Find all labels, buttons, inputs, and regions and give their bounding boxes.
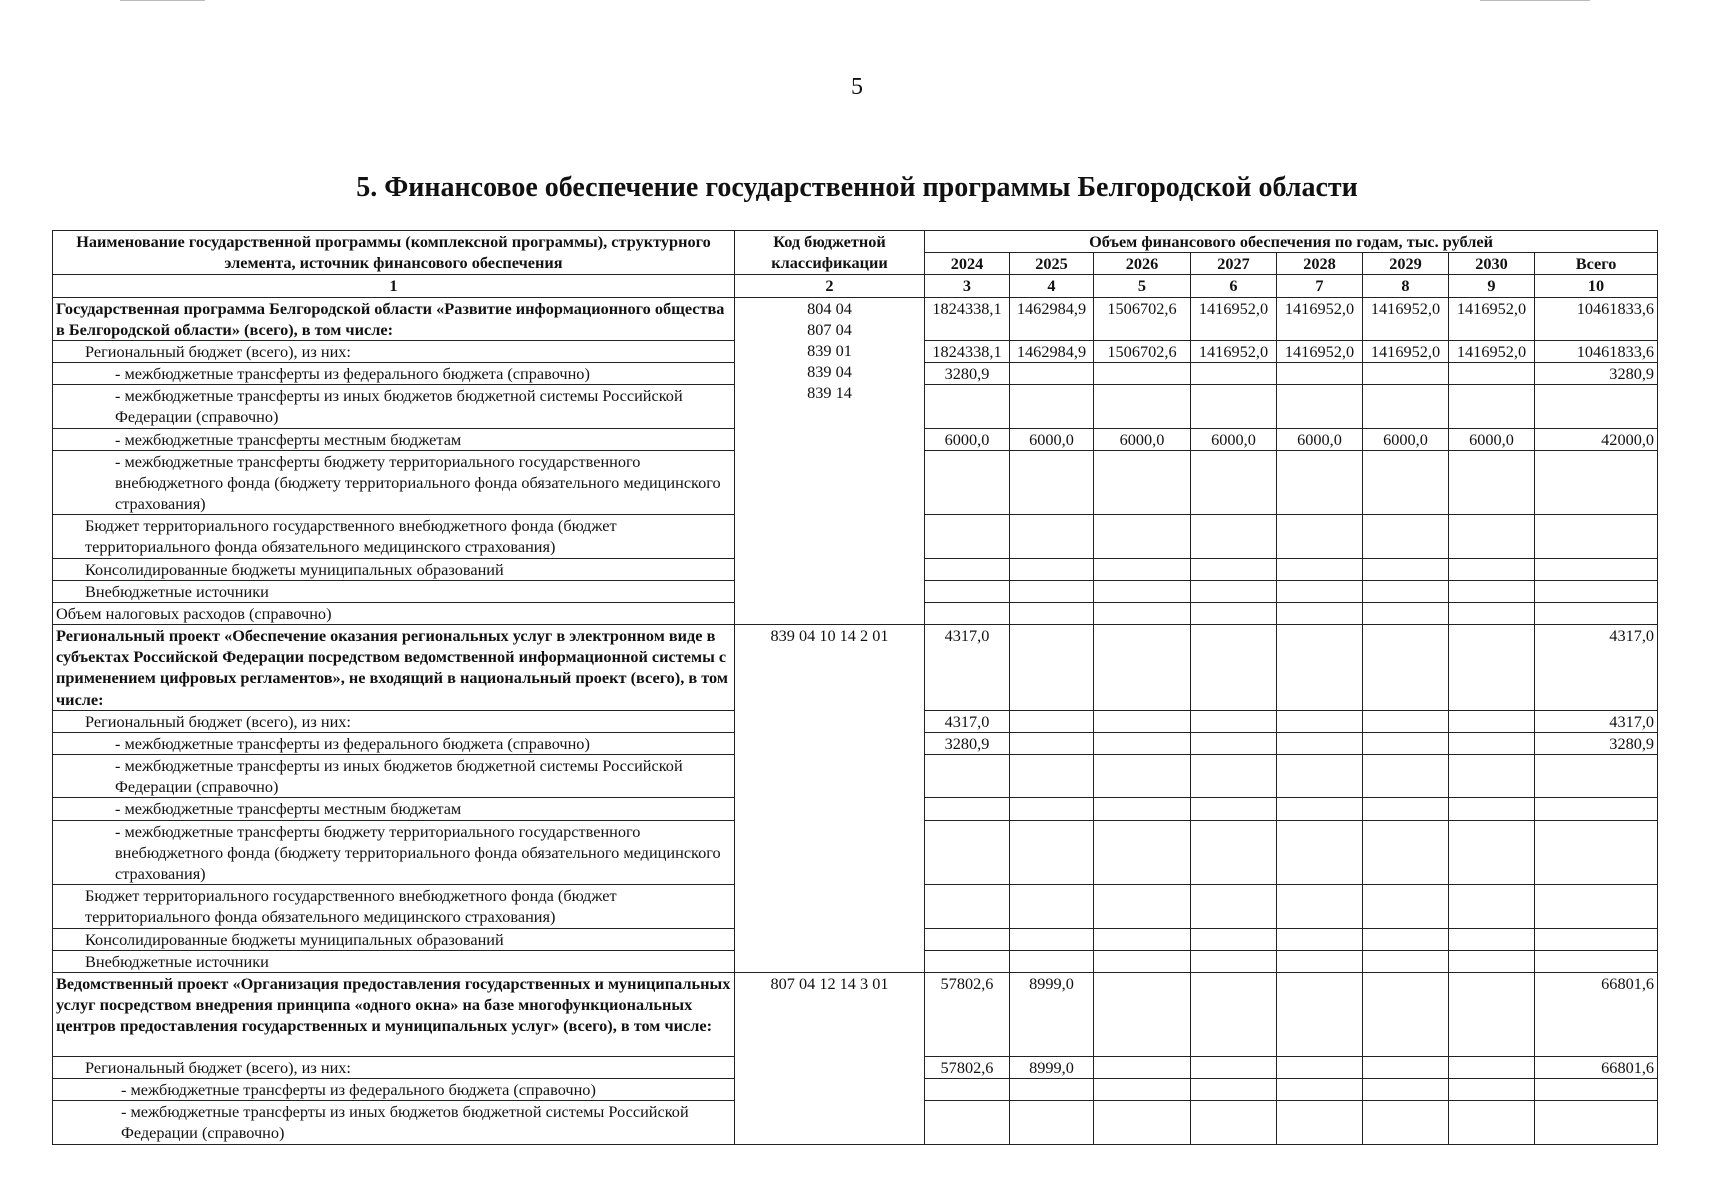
year-value-cell — [1363, 710, 1449, 732]
header-year: 2030 — [1449, 253, 1535, 275]
year-value-cell — [925, 928, 1010, 950]
year-value-cell — [1191, 363, 1277, 385]
year-value-cell — [1191, 1056, 1277, 1078]
year-value-cell — [1191, 820, 1277, 885]
year-value-cell — [1363, 515, 1449, 558]
year-value-cell — [1094, 798, 1191, 820]
row-name: - межбюджетные трансферты из иных бюджетов бюджетной системы Российской Федерации (справочно) — [53, 755, 735, 798]
budget-code: 807 04 — [807, 319, 852, 339]
budget-code: 804 04 — [807, 298, 852, 318]
column-number: 4 — [1010, 275, 1094, 297]
year-value-cell: 8999,0 — [1010, 972, 1094, 1056]
year-value-cell: 6000,0 — [1010, 428, 1094, 450]
column-number: 1 — [53, 275, 735, 297]
year-value-cell — [1277, 950, 1363, 972]
year-value-cell — [1449, 450, 1535, 515]
year-value-cell — [1191, 885, 1277, 928]
header-year: 2029 — [1363, 253, 1449, 275]
year-value-cell — [1277, 450, 1363, 515]
year-value-cell: 1462984,9 — [1010, 340, 1094, 362]
row-name: Региональный бюджет (всего), из них: — [53, 1056, 735, 1078]
year-value-cell — [1191, 798, 1277, 820]
year-value-cell — [1277, 798, 1363, 820]
total-value-cell — [1535, 450, 1658, 515]
total-value-cell — [1535, 1079, 1658, 1101]
year-value-cell — [1094, 625, 1191, 711]
year-value-cell — [1449, 798, 1535, 820]
year-value-cell — [1191, 972, 1277, 1056]
year-value-cell — [1449, 950, 1535, 972]
year-value-cell — [1010, 885, 1094, 928]
year-value-cell: 6000,0 — [1191, 428, 1277, 450]
year-value-cell — [1277, 755, 1363, 798]
year-value-cell: 1506702,6 — [1094, 297, 1191, 340]
year-value-cell — [1363, 1056, 1449, 1078]
year-value-cell — [1094, 602, 1191, 624]
year-value-cell — [1363, 602, 1449, 624]
year-value-cell — [1449, 820, 1535, 885]
table-header-row — [53, 231, 1658, 253]
year-value-cell — [1191, 580, 1277, 602]
header-year: 2024 — [925, 253, 1010, 275]
year-value-cell — [1094, 1079, 1191, 1101]
year-value-cell — [1277, 972, 1363, 1056]
year-value-cell — [1449, 972, 1535, 1056]
year-value-cell — [1010, 363, 1094, 385]
year-value-cell — [1363, 363, 1449, 385]
departmental-project-code-cell — [735, 972, 925, 1144]
year-value-cell — [1191, 710, 1277, 732]
header-year: 2025 — [1010, 253, 1094, 275]
year-value-cell — [1277, 732, 1363, 754]
scan-artifact — [1480, 0, 1590, 1]
year-value-cell — [1277, 1079, 1363, 1101]
year-value-cell — [1449, 1079, 1535, 1101]
row-name: Ведомственный проект «Организация предоставления государственных и муниципальных услуг посредством внедрения принципа «одного окна» на базе многофункциональных центров предоставления государственных и муниципальных услуг» (всего), в том числе: — [53, 972, 735, 1056]
year-value-cell — [1191, 602, 1277, 624]
budget-code: 839 14 — [807, 383, 852, 403]
year-value-cell — [1277, 710, 1363, 732]
year-value-cell — [1010, 798, 1094, 820]
year-value-cell — [1277, 885, 1363, 928]
row-name: Региональный бюджет (всего), из них: — [53, 710, 735, 732]
total-value-cell: 10461833,6 — [1535, 340, 1658, 362]
column-number: 10 — [1535, 275, 1658, 297]
year-value-cell — [1363, 1101, 1449, 1144]
year-value-cell — [1010, 732, 1094, 754]
row-name: Региональный бюджет (всего), из них: — [53, 340, 735, 362]
year-value-cell — [1191, 450, 1277, 515]
total-value-cell — [1535, 602, 1658, 624]
row-name: Консолидированные бюджеты муниципальных образований — [53, 558, 735, 580]
table-row — [53, 972, 1658, 1056]
year-value-cell — [1277, 363, 1363, 385]
year-value-cell — [1010, 928, 1094, 950]
row-name: - межбюджетные трансферты из иных бюджетов бюджетной системы Российской Федерации (справочно) — [53, 385, 735, 428]
year-value-cell — [1010, 1101, 1094, 1144]
year-value-cell — [1191, 928, 1277, 950]
year-value-cell — [1277, 928, 1363, 950]
total-value-cell — [1535, 798, 1658, 820]
total-value-cell: 42000,0 — [1535, 428, 1658, 450]
year-value-cell — [1191, 385, 1277, 428]
year-value-cell — [1094, 885, 1191, 928]
year-value-cell: 6000,0 — [1094, 428, 1191, 450]
header-total: Всего — [1535, 253, 1658, 275]
year-value-cell — [1191, 515, 1277, 558]
row-name: Государственная программа Белгородской области «Развитие информационного общества в Белгородской области» (всего), в том числе: — [53, 297, 735, 340]
total-value-cell: 66801,6 — [1535, 1056, 1658, 1078]
row-name: - межбюджетные трансферты из федерального бюджета (справочно) — [53, 1079, 735, 1101]
year-value-cell — [1191, 625, 1277, 711]
row-name: - межбюджетные трансферты бюджету территориального государственного внебюджетного фонда (бюджету территориального фонда обязательного медицинского страхования) — [53, 820, 735, 885]
year-value-cell: 6000,0 — [1363, 428, 1449, 450]
year-value-cell: 1416952,0 — [1449, 340, 1535, 362]
year-value-cell — [1363, 625, 1449, 711]
total-value-cell — [1535, 885, 1658, 928]
year-value-cell — [1449, 558, 1535, 580]
year-value-cell: 1416952,0 — [1191, 297, 1277, 340]
row-name: Внебюджетные источники — [53, 580, 735, 602]
year-value-cell: 1824338,1 — [925, 340, 1010, 362]
year-value-cell: 3280,9 — [925, 363, 1010, 385]
row-name: - межбюджетные трансферты из федерального бюджета (справочно) — [53, 732, 735, 754]
year-value-cell — [925, 1079, 1010, 1101]
year-value-cell — [1363, 950, 1449, 972]
year-value-cell — [1010, 625, 1094, 711]
year-value-cell — [1094, 732, 1191, 754]
year-value-cell: 57802,6 — [925, 972, 1010, 1056]
page-title: 5. Финансовое обеспечение государственной программы Белгородской области — [356, 172, 1358, 203]
financing-table — [52, 230, 1658, 1145]
year-value-cell — [1010, 580, 1094, 602]
year-value-cell — [1363, 798, 1449, 820]
year-value-cell — [1010, 558, 1094, 580]
row-name: - межбюджетные трансферты местным бюджетам — [53, 798, 735, 820]
year-value-cell — [1094, 363, 1191, 385]
row-name: - межбюджетные трансферты из федерального бюджета (справочно) — [53, 363, 735, 385]
year-value-cell — [1191, 755, 1277, 798]
year-value-cell: 1416952,0 — [1277, 297, 1363, 340]
header-code-column: Код бюджетной классификации — [735, 231, 925, 275]
year-value-cell — [1277, 1056, 1363, 1078]
year-value-cell — [1094, 972, 1191, 1056]
year-value-cell — [925, 580, 1010, 602]
year-value-cell — [1277, 625, 1363, 711]
total-value-cell: 4317,0 — [1535, 710, 1658, 732]
total-value-cell — [1535, 580, 1658, 602]
year-value-cell — [1010, 515, 1094, 558]
column-number: 8 — [1363, 275, 1449, 297]
year-value-cell — [1363, 820, 1449, 885]
program-code-cell — [735, 297, 925, 625]
year-value-cell — [1363, 885, 1449, 928]
total-value-cell: 3280,9 — [1535, 732, 1658, 754]
year-value-cell: 8999,0 — [1010, 1056, 1094, 1078]
year-value-cell — [1094, 928, 1191, 950]
column-number: 9 — [1449, 275, 1535, 297]
header-name-column: Наименование государственной программы (комплексной программы), структурного элемента, источник финансового обеспечения — [53, 231, 735, 275]
year-value-cell — [1277, 558, 1363, 580]
year-value-cell — [1094, 450, 1191, 515]
column-number: 2 — [735, 275, 925, 297]
year-value-cell: 57802,6 — [925, 1056, 1010, 1078]
year-value-cell — [1010, 602, 1094, 624]
year-value-cell — [1277, 602, 1363, 624]
year-value-cell — [1277, 385, 1363, 428]
year-value-cell — [1010, 950, 1094, 972]
year-value-cell — [925, 820, 1010, 885]
year-value-cell — [925, 885, 1010, 928]
year-value-cell — [1094, 558, 1191, 580]
year-value-cell — [1277, 515, 1363, 558]
column-number: 5 — [1094, 275, 1191, 297]
row-name: - межбюджетные трансферты местным бюджетам — [53, 428, 735, 450]
year-value-cell — [1363, 580, 1449, 602]
header-volume-column: Объем финансового обеспечения по годам, тыс. рублей — [925, 231, 1658, 253]
total-value-cell — [1535, 928, 1658, 950]
budget-code: 839 01 — [807, 340, 852, 360]
year-value-cell: 1462984,9 — [1010, 297, 1094, 340]
total-value-cell: 66801,6 — [1535, 972, 1658, 1056]
year-value-cell — [1277, 820, 1363, 885]
year-value-cell — [1010, 450, 1094, 515]
year-value-cell — [1363, 928, 1449, 950]
year-value-cell — [925, 1101, 1010, 1144]
year-value-cell — [925, 385, 1010, 428]
total-value-cell — [1535, 1101, 1658, 1144]
header-year: 2027 — [1191, 253, 1277, 275]
year-value-cell — [925, 515, 1010, 558]
year-value-cell — [1449, 732, 1535, 754]
total-value-cell — [1535, 515, 1658, 558]
budget-code: 807 04 12 14 3 01 — [770, 973, 889, 993]
year-value-cell — [1191, 950, 1277, 972]
budget-code: 839 04 10 14 2 01 — [770, 626, 889, 646]
year-value-cell — [1449, 580, 1535, 602]
year-value-cell — [1010, 710, 1094, 732]
year-value-cell — [1191, 1079, 1277, 1101]
column-numbers-row — [53, 275, 1658, 297]
year-value-cell: 1416952,0 — [1191, 340, 1277, 362]
year-value-cell — [1449, 363, 1535, 385]
column-number: 3 — [925, 275, 1010, 297]
year-value-cell — [1363, 755, 1449, 798]
year-value-cell: 6000,0 — [1449, 428, 1535, 450]
table-row — [53, 625, 1658, 711]
header-year: 2026 — [1094, 253, 1191, 275]
year-value-cell — [1010, 755, 1094, 798]
year-value-cell — [1449, 885, 1535, 928]
year-value-cell — [925, 798, 1010, 820]
year-value-cell — [1010, 820, 1094, 885]
year-value-cell — [1191, 732, 1277, 754]
total-value-cell — [1535, 820, 1658, 885]
row-name: Объем налоговых расходов (справочно) — [53, 602, 735, 624]
year-value-cell — [1449, 1056, 1535, 1078]
year-value-cell — [1094, 950, 1191, 972]
year-value-cell — [1277, 580, 1363, 602]
column-number: 6 — [1191, 275, 1277, 297]
year-value-cell: 6000,0 — [925, 428, 1010, 450]
total-value-cell: 3280,9 — [1535, 363, 1658, 385]
year-value-cell: 1416952,0 — [1449, 297, 1535, 340]
total-value-cell: 10461833,6 — [1535, 297, 1658, 340]
table-row — [53, 297, 1658, 340]
year-value-cell — [1010, 1079, 1094, 1101]
year-value-cell — [1094, 755, 1191, 798]
year-value-cell — [1094, 820, 1191, 885]
year-value-cell — [1094, 515, 1191, 558]
year-value-cell — [1449, 515, 1535, 558]
row-name: - межбюджетные трансферты бюджету территориального государственного внебюджетного фонда (бюджету территориального фонда обязательного медицинского страхования) — [53, 450, 735, 515]
page-number: 5 — [851, 74, 863, 100]
year-value-cell — [1449, 625, 1535, 711]
year-value-cell — [1449, 385, 1535, 428]
total-value-cell — [1535, 950, 1658, 972]
total-value-cell — [1535, 755, 1658, 798]
year-value-cell: 6000,0 — [1277, 428, 1363, 450]
year-value-cell — [1010, 385, 1094, 428]
year-value-cell — [1094, 385, 1191, 428]
total-value-cell — [1535, 385, 1658, 428]
total-value-cell: 4317,0 — [1535, 625, 1658, 711]
budget-code: 839 04 — [807, 362, 852, 382]
year-value-cell — [1449, 928, 1535, 950]
regional-project-code-cell — [735, 625, 925, 973]
year-value-cell — [925, 558, 1010, 580]
row-name: Внебюджетные источники — [53, 950, 735, 972]
year-value-cell: 4317,0 — [925, 625, 1010, 711]
total-value-cell — [1535, 558, 1658, 580]
scan-artifact — [120, 0, 205, 1]
row-name: - межбюджетные трансферты из иных бюджетов бюджетной системы Российской Федерации (справочно) — [53, 1101, 735, 1144]
header-year: 2028 — [1277, 253, 1363, 275]
year-value-cell: 1416952,0 — [1363, 340, 1449, 362]
year-value-cell — [1449, 602, 1535, 624]
year-value-cell — [1449, 1101, 1535, 1144]
year-value-cell — [1449, 755, 1535, 798]
year-value-cell — [925, 602, 1010, 624]
row-name: Бюджет территориального государственного внебюджетного фонда (бюджет территориального фонда обязательного медицинского страхования) — [53, 515, 735, 558]
year-value-cell — [1094, 580, 1191, 602]
year-value-cell: 1506702,6 — [1094, 340, 1191, 362]
year-value-cell — [1363, 558, 1449, 580]
year-value-cell — [1363, 1079, 1449, 1101]
year-value-cell — [1094, 1056, 1191, 1078]
year-value-cell: 1416952,0 — [1363, 297, 1449, 340]
year-value-cell — [1363, 385, 1449, 428]
year-value-cell — [925, 755, 1010, 798]
year-value-cell: 1824338,1 — [925, 297, 1010, 340]
year-value-cell — [1191, 1101, 1277, 1144]
year-value-cell — [1363, 972, 1449, 1056]
year-value-cell — [925, 950, 1010, 972]
column-number: 7 — [1277, 275, 1363, 297]
year-value-cell — [1191, 558, 1277, 580]
year-value-cell — [1363, 450, 1449, 515]
row-name: Региональный проект «Обеспечение оказания региональных услуг в электронном виде в субъектах Российской Федерации посредством ведомственной информационной системы с применением цифровых регламентов», не входящий в национальный проект (всего), в том числе: — [53, 625, 735, 711]
year-value-cell — [925, 450, 1010, 515]
year-value-cell: 4317,0 — [925, 710, 1010, 732]
row-name: Консолидированные бюджеты муниципальных образований — [53, 928, 735, 950]
year-value-cell: 1416952,0 — [1277, 340, 1363, 362]
year-value-cell — [1449, 710, 1535, 732]
year-value-cell — [1363, 732, 1449, 754]
year-value-cell — [1094, 710, 1191, 732]
year-value-cell: 3280,9 — [925, 732, 1010, 754]
year-value-cell — [1094, 1101, 1191, 1144]
row-name: Бюджет территориального государственного внебюджетного фонда (бюджет территориального фонда обязательного медицинского страхования) — [53, 885, 735, 928]
year-value-cell — [1277, 1101, 1363, 1144]
